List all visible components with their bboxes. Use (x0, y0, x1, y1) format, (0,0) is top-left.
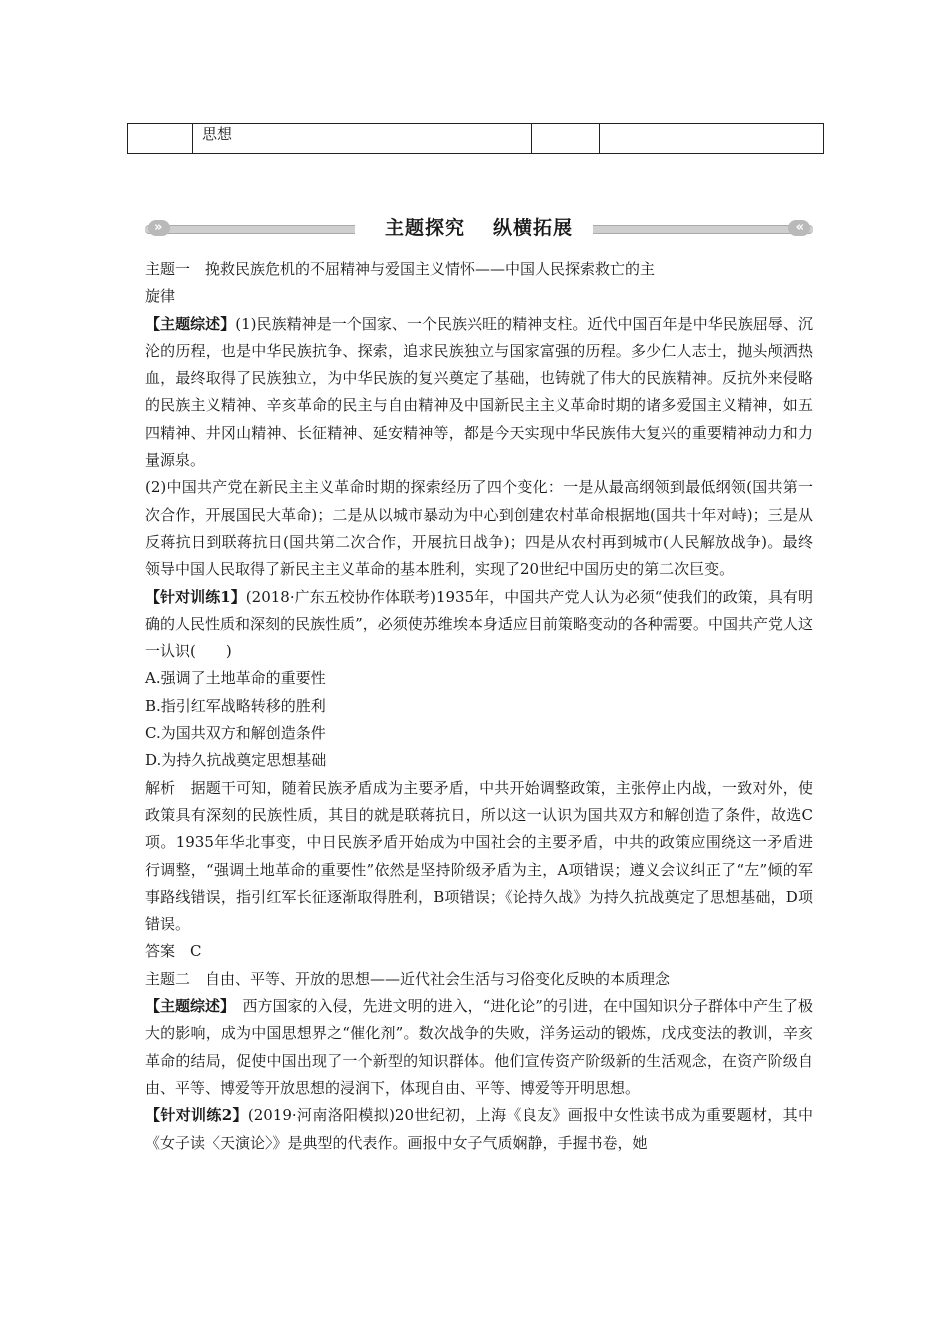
theme-heading-cont: 旋律 (145, 287, 176, 306)
analysis-label: 解析 (145, 778, 191, 797)
theme-heading-2: 主题二 自由、平等、开放的思想——近代社会生活与习俗变化反映的本质理念 (145, 969, 671, 988)
exercise-label: 【针对训练1】 (145, 587, 246, 606)
overview-paragraph-3: 【主题综述】 西方国家的入侵，先进文明的进入，“进化论”的引进，在中国知识分子群体中产生了极大的影响，成为中国思想界之“催化剂”。数次战争的失败，洋务运动的锻炼，戊戌变法的教训，辛亥革命的结局，促使中国出现了一个新型的知识群体。他们宣传资产阶级新的生活观念，在资产阶级自由、平等、博爱等开放思想的浸润下，体现自由、平等、博爱等开明思想。 (145, 997, 813, 1097)
overview-paragraph-2: (2)中国共产党在新民主主义革命时期的探索经历了四个变化：一是从最高纲领到最低纲领(国共第一次合作，开展国民大革命)；二是从以城市暴动为中心到创建农村革命根据地(国共十年对峙)；三是从反蒋抗日到联蒋抗日(国共第二次合作，开展抗日战争)；四是从农村再到城市(人民解放战争)。最终领导中国人民取得了新民主主义革命的基本胜利，实现了20世纪中国历史的第二次巨变。 (145, 478, 813, 579)
overview-paragraph: 【主题综述】(1)民族精神是一个国家、一个民族兴旺的精神支柱。近代中国百年是中华民族屈辱、沉沦的历程，也是中华民族抗争、探索，追求民族独立与国家富强的历程。多少仁人志士，抛头颅洒热血，最终取得了民族独立，为中华民族的复兴奠定了基础，也铸就了伟大的民族精神。反抗外来侵略的民族主义精神、辛亥革命的民主与自由精神及中国新民主主义革命时期的诸多爱国主义精神，如五四精神、井冈山精神、长征精神、延安精神等，都是今天实现中华民族伟大复兴的重要精神动力和力量源泉。 (145, 314, 813, 470)
table-cell (128, 124, 193, 154)
option-d: D.为持久抗战奠定思想基础 (145, 751, 327, 770)
table-cell (600, 124, 824, 154)
table-fragment (127, 123, 824, 154)
chevron-left-icon: « (795, 220, 804, 235)
overview-label-2: 【主题综述】 (145, 997, 228, 1016)
exercise-label-2: 【针对训练2】 (145, 1106, 248, 1125)
table-cell (532, 124, 600, 154)
exercise-paragraph-2: 【针对训练2】(2019·河南洛阳模拟)20世纪初，上海《良友》画报中女性读书成为重要题材，其中《女子读〈天演论〉》是典型的代表作。画报中女子气质娴静，手握书卷，她 (145, 1106, 813, 1152)
analysis-paragraph: 解析 据题干可知，随着民族矛盾成为主要矛盾，中共开始调整政策，主张停止内战，一致对外，使政策具有深刻的民族性质，其目的就是联蒋抗日，所以这一认识为国共双方和解创造了条件，故选C项。1935年华北事变，中日民族矛盾开始成为中国社会的主要矛盾，中共的政策应围绕这一矛盾进行调整，“强调土地革命的重要性”依然是坚持阶级矛盾为主，A项错误；遵义会议纠正了“左”倾的军事路线错误，指引红军长征逐渐取得胜利，B项错误；《论持久战》为持久抗战奠定了思想基础，D项错误。 (145, 778, 813, 934)
answer-line: 答案 C (145, 942, 202, 961)
overview-label: 【主题综述】 (145, 314, 236, 333)
document-body (145, 256, 813, 1157)
option-b: B.指引红军战略转移的胜利 (145, 696, 326, 715)
banner-title-left: 主题探究 (384, 217, 465, 239)
theme-heading: 主题一 挽救民族危机的不屈精神与爱国主义情怀——中国人民探索救亡的主 (145, 260, 656, 278)
section-banner (145, 212, 813, 246)
banner-title-right: 纵横拓展 (493, 217, 574, 239)
chevron-right-icon: » (154, 220, 163, 235)
table-cell: 思想 (193, 124, 532, 154)
option-a: A.强调了土地革命的重要性 (145, 669, 326, 688)
option-c: C.为国共双方和解创造条件 (145, 724, 326, 743)
banner-title (145, 214, 813, 242)
exercise-paragraph: 【针对训练1】(2018·广东五校协作体联考)1935年，中国共产党人认为必须“使我们的政策，具有明确的人民性质和深刻的民族性质”，必须使苏维埃本身适应目前策略变动的各种需要。中国共产党人这一认识( ) (145, 587, 813, 661)
